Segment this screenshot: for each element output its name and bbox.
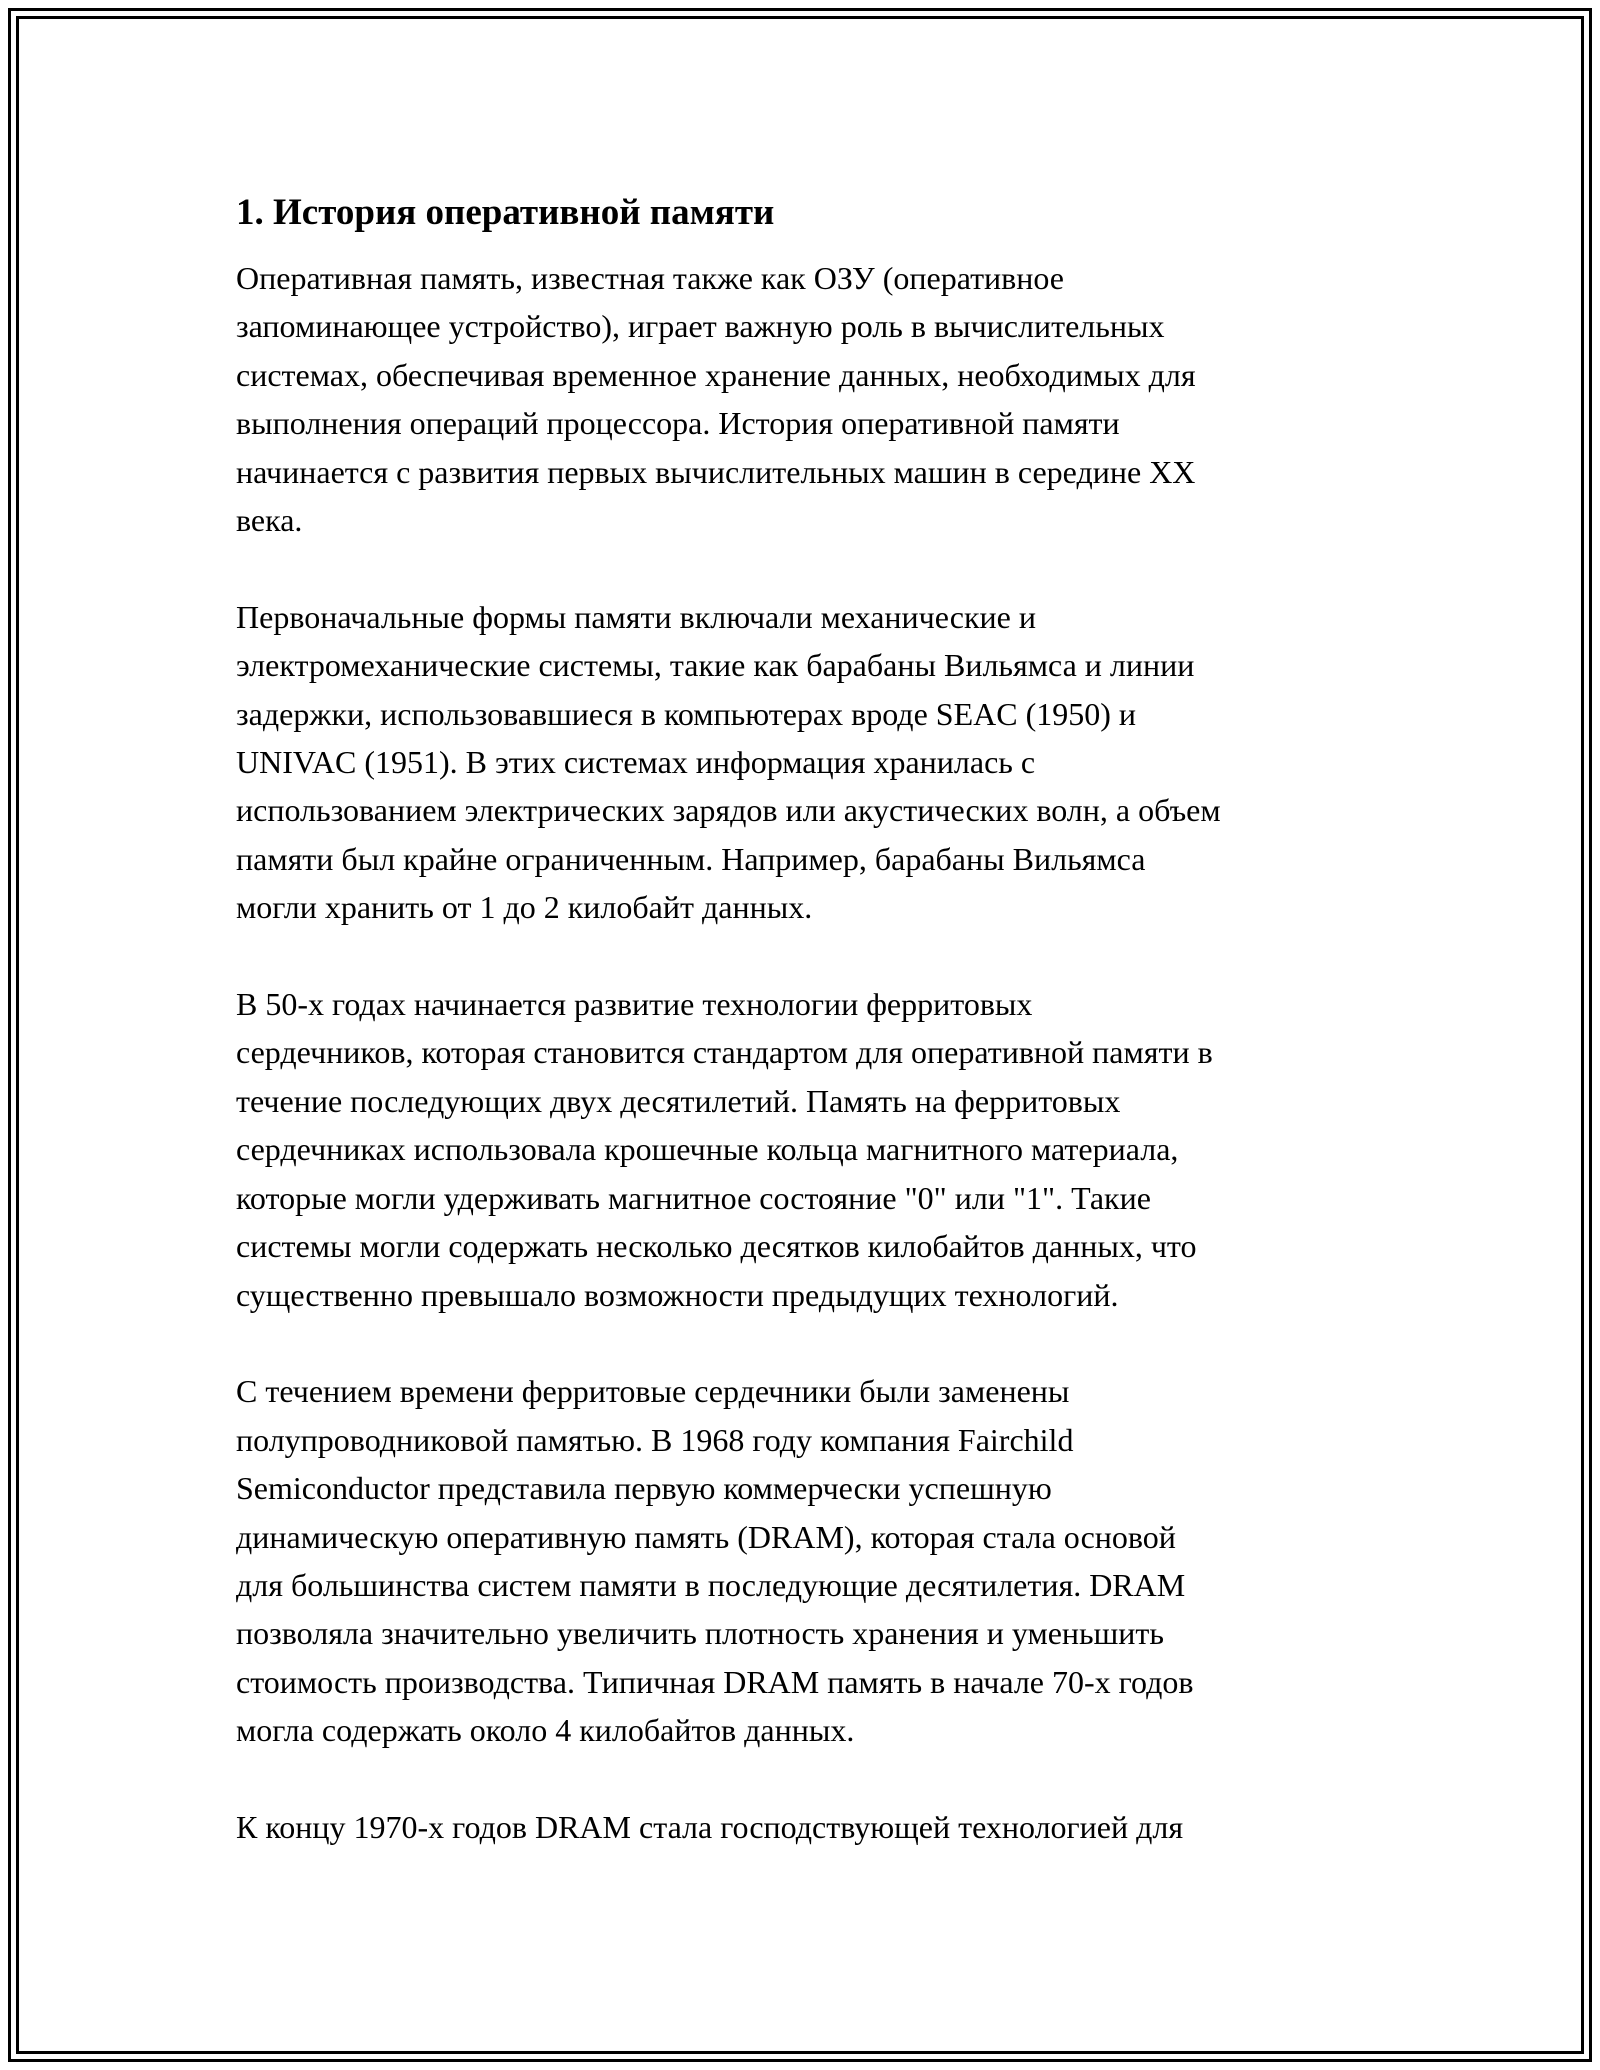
text-line: стоимость производства. Типичная DRAM память в начале 70-х годов [236,1663,1194,1700]
paragraph [236,593,1376,932]
text-line: памяти был крайне ограниченным. Например, барабаны Вильямса [236,840,1146,877]
text-line: сердечников, которая становится стандартом для оперативной памяти в [236,1034,1213,1071]
text-line: выполнения операций процессора. История оперативной памяти [236,405,1120,442]
section-title: 1. История оперативной памяти [236,192,775,233]
paragraph [236,1803,1376,1851]
paragraph [236,254,1376,544]
text-line: электромеханические системы, такие как барабаны Вильямса и линии [236,647,1195,684]
text-line: течение последующих двух десятилетий. Память на ферритовых [236,1082,1121,1119]
text-line: Оперативная память, известная также как ОЗУ (оперативное [236,260,1064,296]
text-line: начинается с развития первых вычислительных машин в середине XX [236,453,1196,490]
paragraph [236,980,1376,1319]
text-line: могла содержать около 4 килобайтов данных. [236,1712,855,1749]
text-line: С течением времени ферритовые сердечники были заменены [236,1373,1070,1410]
text-line: Semiconductor представила первую коммерчески успешную [236,1470,1052,1507]
text-line: для большинства систем памяти в последующие десятилетия. DRAM [236,1566,1186,1603]
text-line: системы могли содержать несколько десятков килобайтов данных, что [236,1228,1197,1265]
text-line: позволяла значительно увеличить плотность хранения и уменьшить [236,1615,1164,1652]
text-line: полупроводниковой памятью. В 1968 году компания Fairchild [236,1421,1074,1458]
text-line: века. [236,502,303,539]
paragraph [236,1367,1376,1754]
text-line: UNIVAC (1951). В этих системах информация хранилась с [236,744,1036,781]
text-line: могли хранить от 1 до 2 килобайт данных. [236,889,813,926]
text-line: существенно превышало возможности предыдущих технологий. [236,1276,1119,1313]
text-line: Первоначальные формы памяти включали механические и [236,598,1036,635]
text-line: которые могли удерживать магнитное состояние "0" или "1". Такие [236,1179,1151,1216]
text-line: К концу 1970-х годов DRAM стала господствующей технологией для [236,1808,1184,1845]
text-line: запоминающее устройство), играет важную роль в вычислительных [236,308,1165,345]
text-line: задержки, использовавшиеся в компьютерах вроде SEAC (1950) и [236,695,1137,732]
text-line: системах, обеспечивая временное хранение данных, необходимых для [236,356,1196,393]
text-line: динамическую оперативную память (DRAM), которая стала основой [236,1518,1176,1555]
text-line: В 50-х годах начинается развитие технологии ферритовых [236,986,1033,1023]
text-line: сердечниках использовала крошечные кольца магнитного материала, [236,1131,1179,1168]
text-line: использованием электрических зарядов или акустических волн, а объем [236,792,1221,829]
document-body [236,184,1376,1900]
paragraphs-container [236,254,1376,1851]
